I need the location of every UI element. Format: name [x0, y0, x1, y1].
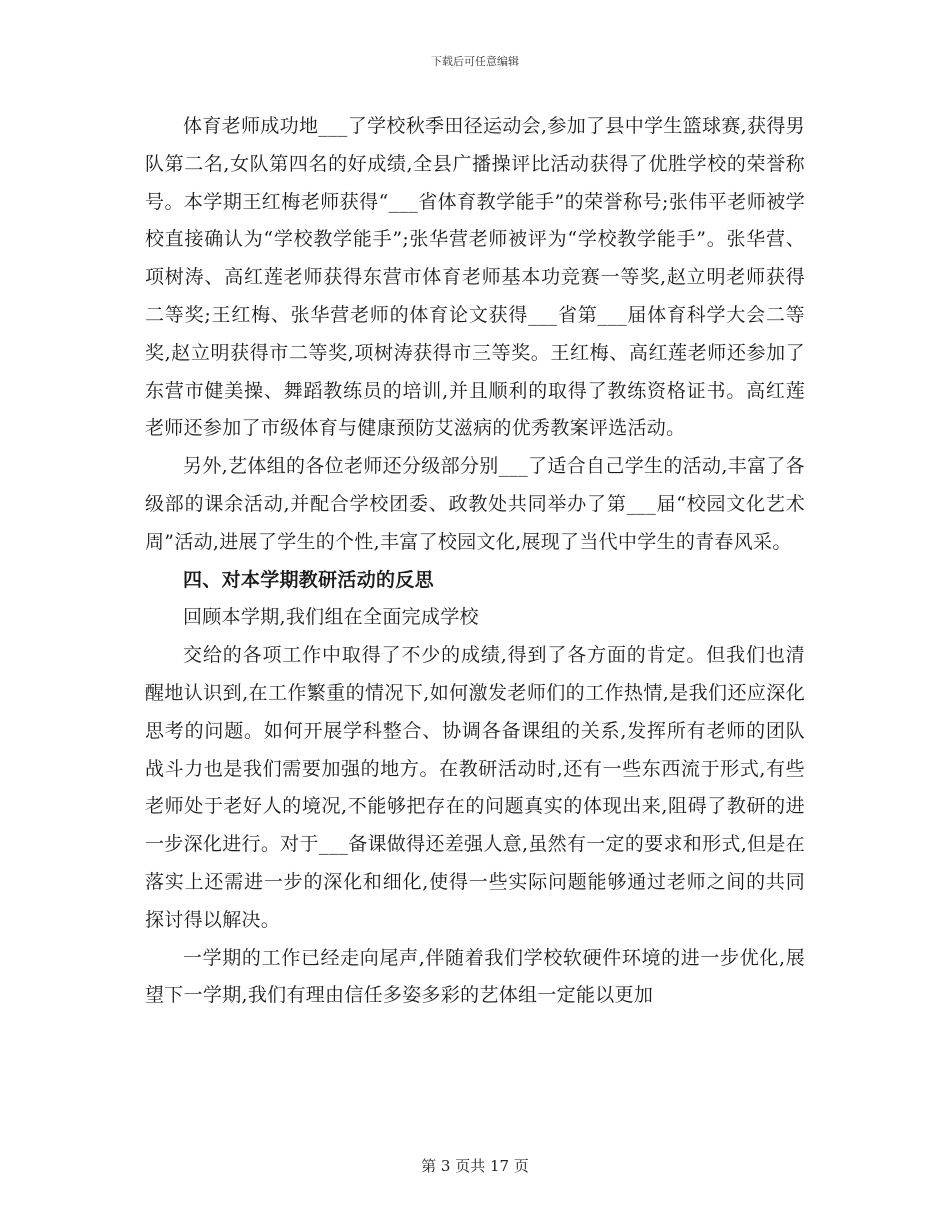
page-number-footer: 第 3 页共 17 页 — [421, 1157, 529, 1175]
paragraph-review-intro: 回顾本学期,我们组在全面完成学校 — [183, 606, 479, 629]
paragraph-reflection: 交给的各项工作中取得了不少的成绩,得到了各方面的肯定。但我们也清醒地认识到,在工作繁重的情况下,如何激发老师们的工作热情,是我们还应深化思考的问题。如何开展学科整合、协调各备课组的关系,发挥所有老师的团队战斗力也是我们需要加强的地方。在教研活动时,还有一些东西流于形式,有些老师处于老好人的境况,不能够把存在的问题真实的体现出来,阻碍了教研的进一步深化进行。对于___备课做得还差强人意,虽然有一定的要求和形式,但是在落实上还需进一步的深化和细化,使得一些实际问题能够通过老师之间的共同探讨得以解决。 — [145, 644, 805, 931]
document-body — [145, 108, 805, 1015]
paragraph-outlook: 一学期的工作已经走向尾声,伴随着我们学校软硬件环境的进一步优化,展望下一学期,我们有理由信任多姿多彩的艺体组一定能以更加 — [145, 946, 805, 1007]
paragraph-arts-activities: 另外,艺体组的各位老师还分级部分别___了适合自己学生的活动,丰富了各级部的课余活动,并配合学校团委、政教处共同举办了第___届“校园文化艺术周”活动,进展了学生的个性,丰富了校园文化,展现了当代中学生的青春风采。 — [145, 455, 805, 553]
section-heading-reflection: 四、对本学期教研活动的反思 — [183, 568, 434, 591]
paragraph-sports-achievements: 体育老师成功地___了学校秋季田径运动会,参加了县中学生篮球赛,获得男队第二名,女队第四名的好成绩,全县广播操评比活动获得了优胜学校的荣誉称号。本学期王红梅老师获得“___省体育教学能手”的荣誉称号;张伟平老师被学校直接确认为“学校教学能手”;张华营老师被评为“学校教学能手”。张华营、项树涛、高红莲老师获得东营市体育老师基本功竞赛一等奖,赵立明老师获得二等奖;王红梅、张华营老师的体育论文获得___省第___届体育科学大会二等奖,赵立明获得市二等奖,项树涛获得市三等奖。王红梅、高红莲老师还参加了东营市健美操、舞蹈教练员的培训,并且顺利的取得了教练资格证书。高红莲老师还参加了市级体育与健康预防艾滋病的优秀教案评选活动。 — [145, 115, 805, 440]
page-header-note: 下载后可任意编辑 — [431, 55, 519, 68]
